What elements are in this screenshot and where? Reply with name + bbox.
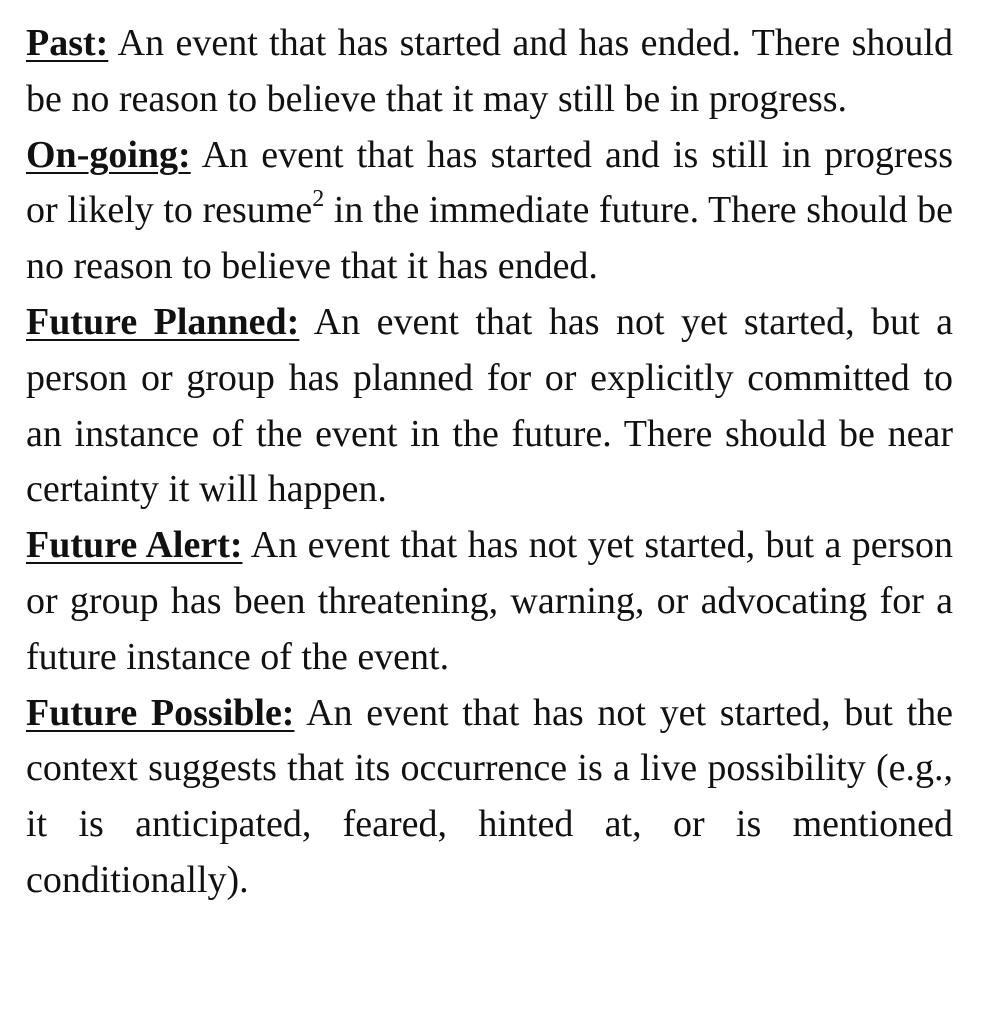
definition-on-going xyxy=(26,128,953,295)
term-label: Past: xyxy=(26,22,109,64)
footnote-marker: 2 xyxy=(312,186,325,213)
definition-past xyxy=(26,16,953,128)
term-label: Future Alert: xyxy=(26,524,243,567)
term-label: Future Possible: xyxy=(26,691,295,734)
definition-text: An event that has not yet started, but a person or group has been threatening, warning, or advocating for a future instance of the event. xyxy=(26,524,953,678)
definition-text: An event that has not yet started, but the context suggests that its occurrence is a live possibility (e.g., it is anticipated, feared, hinted at, or is mentioned conditionally). xyxy=(26,691,953,901)
definition-future-planned xyxy=(26,295,953,518)
definition-future-alert xyxy=(26,518,953,685)
definition-text-continued: in the immediate future. There should be no reason to believe that it has ended. xyxy=(26,189,953,288)
term-label: Future Planned: xyxy=(26,300,300,343)
definitions-list xyxy=(26,16,953,909)
definition-text: An event that has started and has ended. There should be no reason to believe that it may still be in progress. xyxy=(26,22,953,120)
definition-text: An event that has not yet started, but a person or group has planned for or explicitly committed to an instance of the event in the future. There should be near certainty it will happen. xyxy=(26,300,954,511)
definition-future-possible xyxy=(26,686,953,909)
term-label: On-going: xyxy=(26,133,191,176)
definition-text: An event that has started and is still in progress or likely to resume xyxy=(26,133,953,232)
